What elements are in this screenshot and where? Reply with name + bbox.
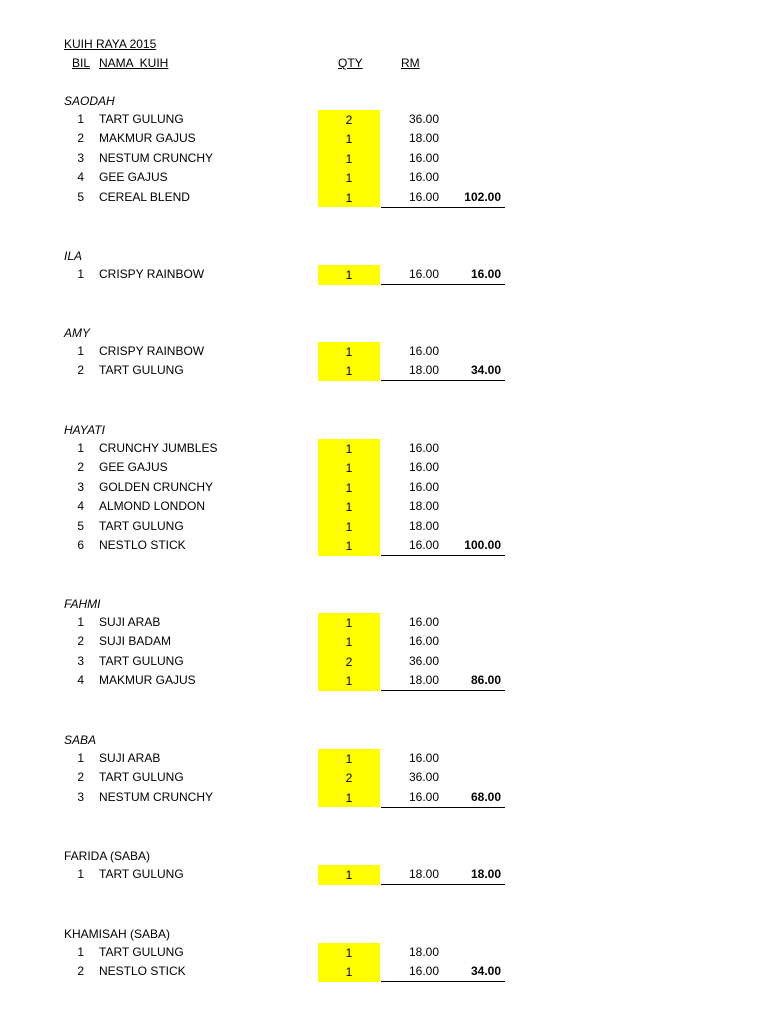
group-total: 16.00: [470, 267, 501, 281]
item-price: 16.00: [408, 538, 439, 552]
item-price: 18.00: [408, 131, 439, 146]
item-qty: 1: [318, 962, 380, 982]
item-price: 16.00: [408, 170, 439, 185]
item-bil: 2: [77, 131, 84, 146]
item-row: [0, 517, 768, 537]
customer-name: FAHMI: [64, 597, 101, 611]
item-name: SUJI ARAB: [99, 615, 161, 629]
item-price: 18.00: [408, 945, 439, 959]
item-name: NESTUM CRUNCHY: [99, 789, 213, 804]
item-bil: 2: [77, 460, 84, 475]
item-row: [0, 439, 768, 459]
item-bil: 5: [77, 189, 84, 204]
total-underline: [381, 284, 505, 285]
item-bil: 3: [77, 789, 84, 804]
total-underline: [381, 690, 505, 691]
item-name: TART GULUNG: [99, 112, 184, 126]
item-price: 16.00: [408, 789, 439, 804]
header-qty: QTY: [338, 56, 363, 70]
item-price: 16.00: [408, 344, 439, 358]
item-row: [0, 110, 768, 130]
item-price: 36.00: [408, 770, 439, 785]
item-price: 16.00: [408, 964, 439, 979]
item-price: 18.00: [408, 673, 439, 688]
item-price: 16.00: [408, 150, 439, 165]
item-name: MAKMUR GAJUS: [99, 131, 196, 146]
item-row: [0, 458, 768, 478]
customer-name: HAYATI: [64, 423, 105, 437]
customer-name: FARIDA (SABA): [64, 849, 151, 863]
item-bil: 3: [77, 150, 84, 165]
item-bil: 2: [77, 964, 84, 979]
item-qty: 1: [318, 536, 380, 556]
item-bil: 1: [77, 441, 84, 455]
group-total: 86.00: [470, 673, 501, 688]
item-bil: 1: [77, 112, 84, 126]
group-total: 34.00: [470, 964, 501, 979]
item-row: [0, 613, 768, 633]
item-row: [0, 788, 768, 808]
item-bil: 3: [77, 479, 84, 494]
item-bil: 4: [77, 673, 84, 688]
item-name: CRUNCHY JUMBLES: [99, 441, 218, 455]
customer-name: AMY: [64, 326, 91, 340]
item-qty: 1: [318, 613, 380, 633]
item-bil: 4: [77, 170, 84, 185]
group-total: 18.00: [470, 867, 501, 881]
item-price: 16.00: [408, 460, 439, 475]
total-underline: [381, 380, 505, 381]
item-name: SUJI BADAM: [99, 634, 172, 649]
item-qty: 1: [318, 865, 380, 885]
item-price: 16.00: [408, 189, 439, 204]
item-qty: 1: [318, 632, 380, 652]
item-row: [0, 652, 768, 672]
item-price: 16.00: [408, 267, 439, 281]
item-price: 18.00: [408, 518, 439, 533]
item-bil: 1: [77, 867, 84, 881]
item-bil: 2: [77, 770, 84, 785]
item-price: 16.00: [408, 634, 439, 649]
group-total: 34.00: [470, 363, 501, 378]
item-row: [0, 768, 768, 788]
item-name: GEE GAJUS: [99, 460, 168, 475]
item-name: NESTLO STICK: [99, 538, 186, 552]
item-qty: 2: [318, 652, 380, 672]
item-qty: 1: [318, 439, 380, 459]
item-qty: 1: [318, 497, 380, 517]
item-price: 16.00: [408, 751, 439, 765]
item-row: [0, 749, 768, 769]
total-underline: [381, 807, 505, 808]
item-row: [0, 265, 768, 285]
item-name: TART GULUNG: [99, 518, 184, 533]
item-qty: 1: [318, 517, 380, 537]
item-price: 36.00: [408, 653, 439, 668]
item-name: NESTUM CRUNCHY: [99, 150, 213, 165]
item-bil: 3: [77, 653, 84, 668]
item-row: [0, 962, 768, 982]
group-total: 102.00: [464, 189, 501, 204]
item-qty: 1: [318, 788, 380, 808]
total-underline: [381, 884, 505, 885]
item-price: 18.00: [408, 363, 439, 378]
item-qty: 1: [318, 749, 380, 769]
customer-name: SABA: [64, 733, 97, 747]
item-qty: 1: [318, 129, 380, 149]
item-row: [0, 188, 768, 208]
item-name: CEREAL BLEND: [99, 189, 190, 204]
item-name: CRISPY RAINBOW: [99, 344, 205, 358]
item-qty: 1: [318, 943, 380, 963]
header-bil: BIL: [72, 56, 91, 70]
item-name: SUJI ARAB: [99, 751, 161, 765]
item-row: [0, 536, 768, 556]
item-bil: 1: [77, 344, 84, 358]
item-qty: 1: [318, 478, 380, 498]
item-bil: 1: [77, 945, 84, 959]
item-qty: 2: [318, 110, 380, 130]
header-rm: RM: [401, 56, 420, 70]
item-row: [0, 943, 768, 963]
item-row: [0, 129, 768, 149]
customer-name: KHAMISAH (SABA): [64, 927, 171, 941]
item-bil: 1: [77, 751, 84, 765]
item-qty: 1: [318, 168, 380, 188]
item-name: GOLDEN CRUNCHY: [99, 479, 214, 494]
item-bil: 1: [77, 267, 84, 281]
group-total: 68.00: [470, 789, 501, 804]
item-name: TART GULUNG: [99, 770, 184, 785]
item-price: 36.00: [408, 112, 439, 126]
item-row: [0, 497, 768, 517]
item-name: MAKMUR GAJUS: [99, 673, 196, 688]
group-total: 100.00: [464, 538, 501, 552]
total-underline: [381, 207, 505, 208]
item-row: [0, 149, 768, 169]
item-row: [0, 632, 768, 652]
item-row: [0, 865, 768, 885]
item-qty: 1: [318, 265, 380, 285]
item-row: [0, 361, 768, 381]
item-name: GEE GAJUS: [99, 170, 168, 185]
header-nama-kuih: NAMA KUIH: [99, 56, 169, 70]
item-name: ALMOND LONDON: [99, 499, 206, 514]
item-bil: 1: [77, 615, 84, 629]
item-qty: 1: [318, 361, 380, 381]
customer-name: SAODAH: [64, 94, 115, 108]
item-price: 16.00: [408, 479, 439, 494]
item-name: NESTLO STICK: [99, 964, 186, 979]
total-underline: [381, 555, 505, 556]
item-bil: 2: [77, 363, 84, 378]
item-qty: 1: [318, 342, 380, 362]
item-bil: 4: [77, 499, 84, 514]
item-name: TART GULUNG: [99, 867, 184, 881]
item-bil: 5: [77, 518, 84, 533]
item-qty: 1: [318, 188, 380, 208]
customer-name: ILA: [64, 249, 83, 263]
total-underline: [381, 981, 505, 982]
sheet-title: KUIH RAYA 2015: [64, 37, 157, 51]
item-name: CRISPY RAINBOW: [99, 267, 205, 281]
item-price: 18.00: [408, 499, 439, 514]
item-row: [0, 342, 768, 362]
item-qty: 1: [318, 458, 380, 478]
item-qty: 1: [318, 671, 380, 691]
item-bil: 2: [77, 634, 84, 649]
item-price: 16.00: [408, 615, 439, 629]
item-qty: 2: [318, 768, 380, 788]
item-name: TART GULUNG: [99, 363, 184, 378]
item-row: [0, 168, 768, 188]
item-qty: 1: [318, 149, 380, 169]
item-bil: 6: [77, 538, 84, 552]
item-name: TART GULUNG: [99, 945, 184, 959]
item-row: [0, 478, 768, 498]
item-price: 18.00: [408, 867, 439, 881]
item-row: [0, 671, 768, 691]
item-name: TART GULUNG: [99, 653, 184, 668]
item-price: 16.00: [408, 441, 439, 455]
